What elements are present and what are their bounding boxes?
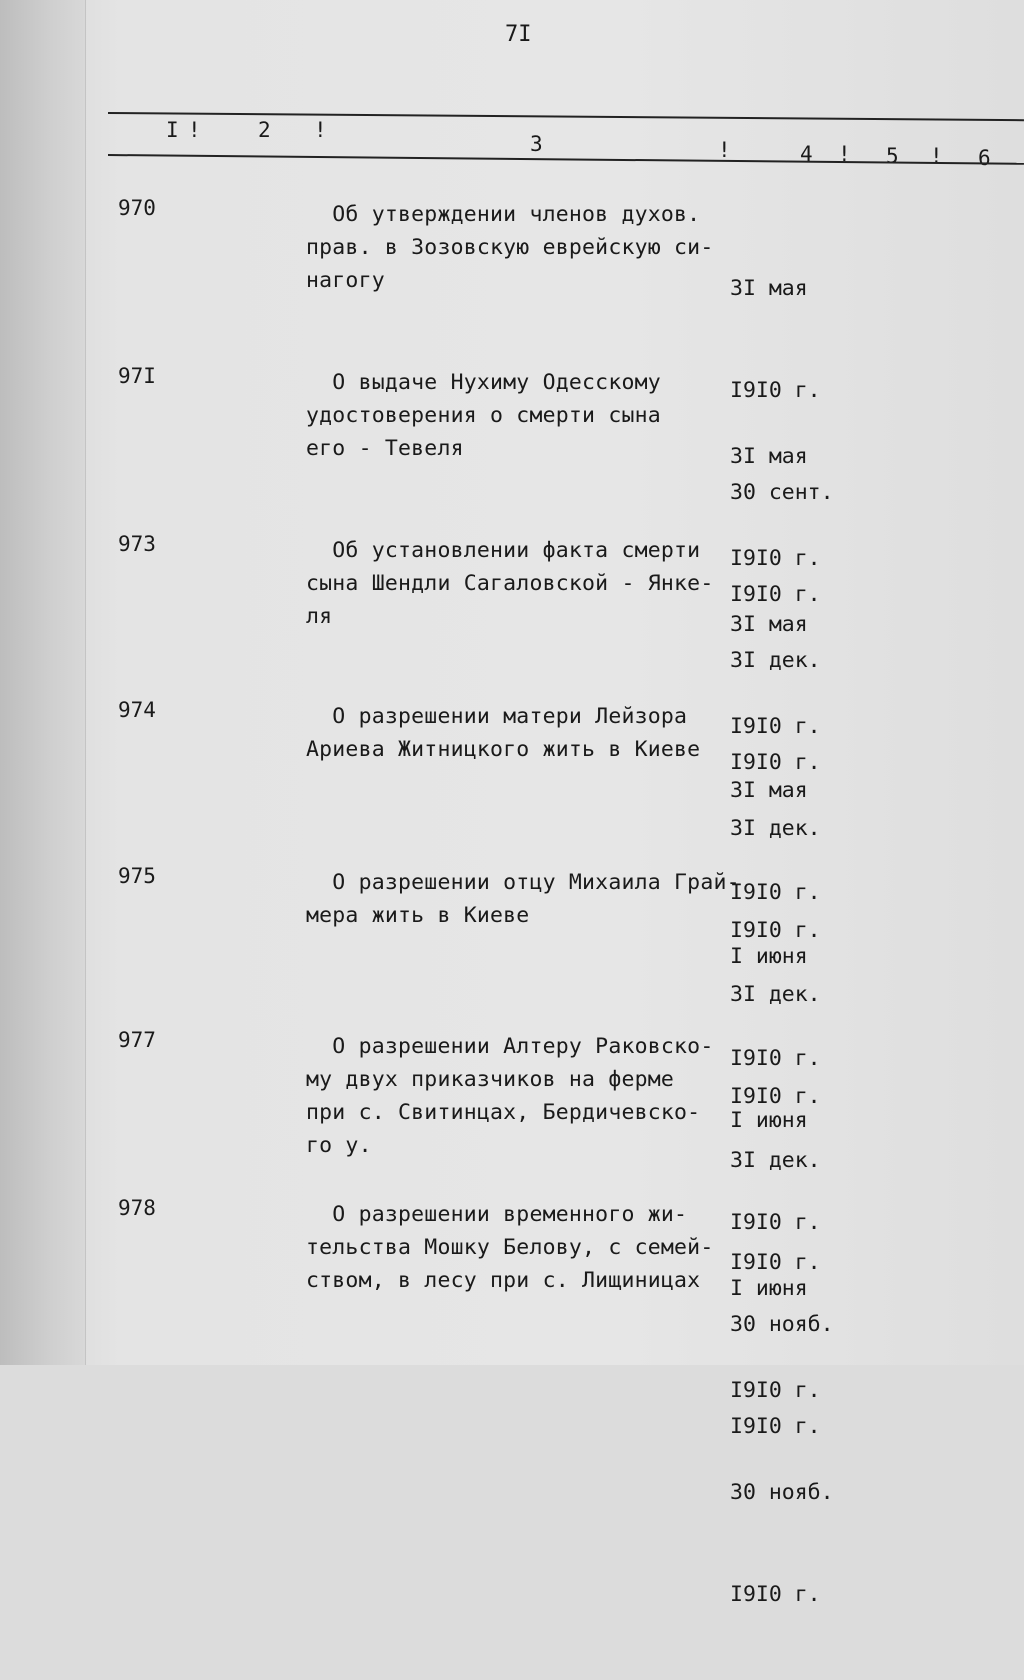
header-col-6: 6 [978,146,991,170]
date-start-day: 3I мая [730,276,808,301]
date-end-day: 3I дек. [730,1148,821,1173]
date-start-day: I июня [730,1276,808,1301]
date-end-year: I9I0 г. [730,750,821,775]
date-start-day: 3I мая [730,444,808,469]
date-end-day: 30 нояб. [730,1312,834,1337]
record-number: 970 [118,196,156,220]
record-number: 978 [118,1196,156,1220]
record-number: 974 [118,698,156,722]
header-col-3: 3 [530,132,543,156]
record-number: 973 [118,532,156,556]
date-end-year: I9I0 г. [730,1250,821,1275]
date-end-day: 3I дек. [730,982,821,1007]
date-end-day: 30 сент. [730,480,834,505]
record-title: О разрешении матери Лейзора Ариева Житницкого жить в Киеве [306,704,701,762]
date-end-day: 3I дек. [730,816,821,841]
date-end-day: 3I дек. [730,648,821,673]
date-start-day: 3I мая [730,612,808,637]
header-col-1: I [166,118,179,142]
header-separator: ! [718,138,731,162]
date-end-year: I9I0 г. [730,1582,821,1607]
date-start-year: I9I0 г. [730,1378,821,1403]
date-start-year: I9I0 г. [730,714,821,739]
date-start-year: I9I0 г. [730,546,821,571]
date-end-year: I9I0 г. [730,1414,821,1439]
date-start-day: 3I мая [730,778,808,803]
header-col-4: 4 [800,142,813,166]
page-number: 7I [505,22,532,47]
date-end-day: 30 нояб. [730,1480,834,1505]
record-title: О разрешении временного жи- тельства Мошку Белову, с семей- ством, в лесу при с. Лищиницах [306,1202,714,1293]
date-end-year: I9I0 г. [730,582,821,607]
header-separator: ! [838,142,851,166]
date-end-year: I9I0 г. [730,918,821,943]
record-title: О разрешении отцу Михаила Грай- мера жить в Киеве [306,870,740,928]
header-separator: ! [314,118,327,142]
record-title: Об утверждении членов духов. прав. в Зозовскую еврейскую си- нагогу [306,202,714,293]
date-start-day: I июня [730,1108,808,1133]
date-start-day: I июня [730,944,808,969]
header-separator: ! [930,144,943,168]
record-number: 97I [118,364,156,388]
record-title: О разрешении Алтеру Раковско- му двух приказчиков на ферме при с. Свитинцах, Бердичевско- го у. [306,1034,714,1158]
record-title: О выдаче Нухиму Одесскому удостоверения о смерти сына его - Тевеля [306,370,661,461]
header-separator: ! [188,118,201,142]
record-dates [730,1204,850,1680]
date-start-year: I9I0 г. [730,1046,821,1071]
header-col-5: 5 [886,144,899,168]
record-title: Об установлении факта смерти сына Шендли Сагаловской - Янке- ля [306,538,714,629]
date-start-year: I9I0 г. [730,378,821,403]
header-col-2: 2 [258,118,271,142]
date-start-year: I9I0 г. [730,1210,821,1235]
record-number: 977 [118,1028,156,1052]
record-number: 975 [118,864,156,888]
date-start-year: I9I0 г. [730,880,821,905]
date-end-year: I9I0 г. [730,1084,821,1109]
